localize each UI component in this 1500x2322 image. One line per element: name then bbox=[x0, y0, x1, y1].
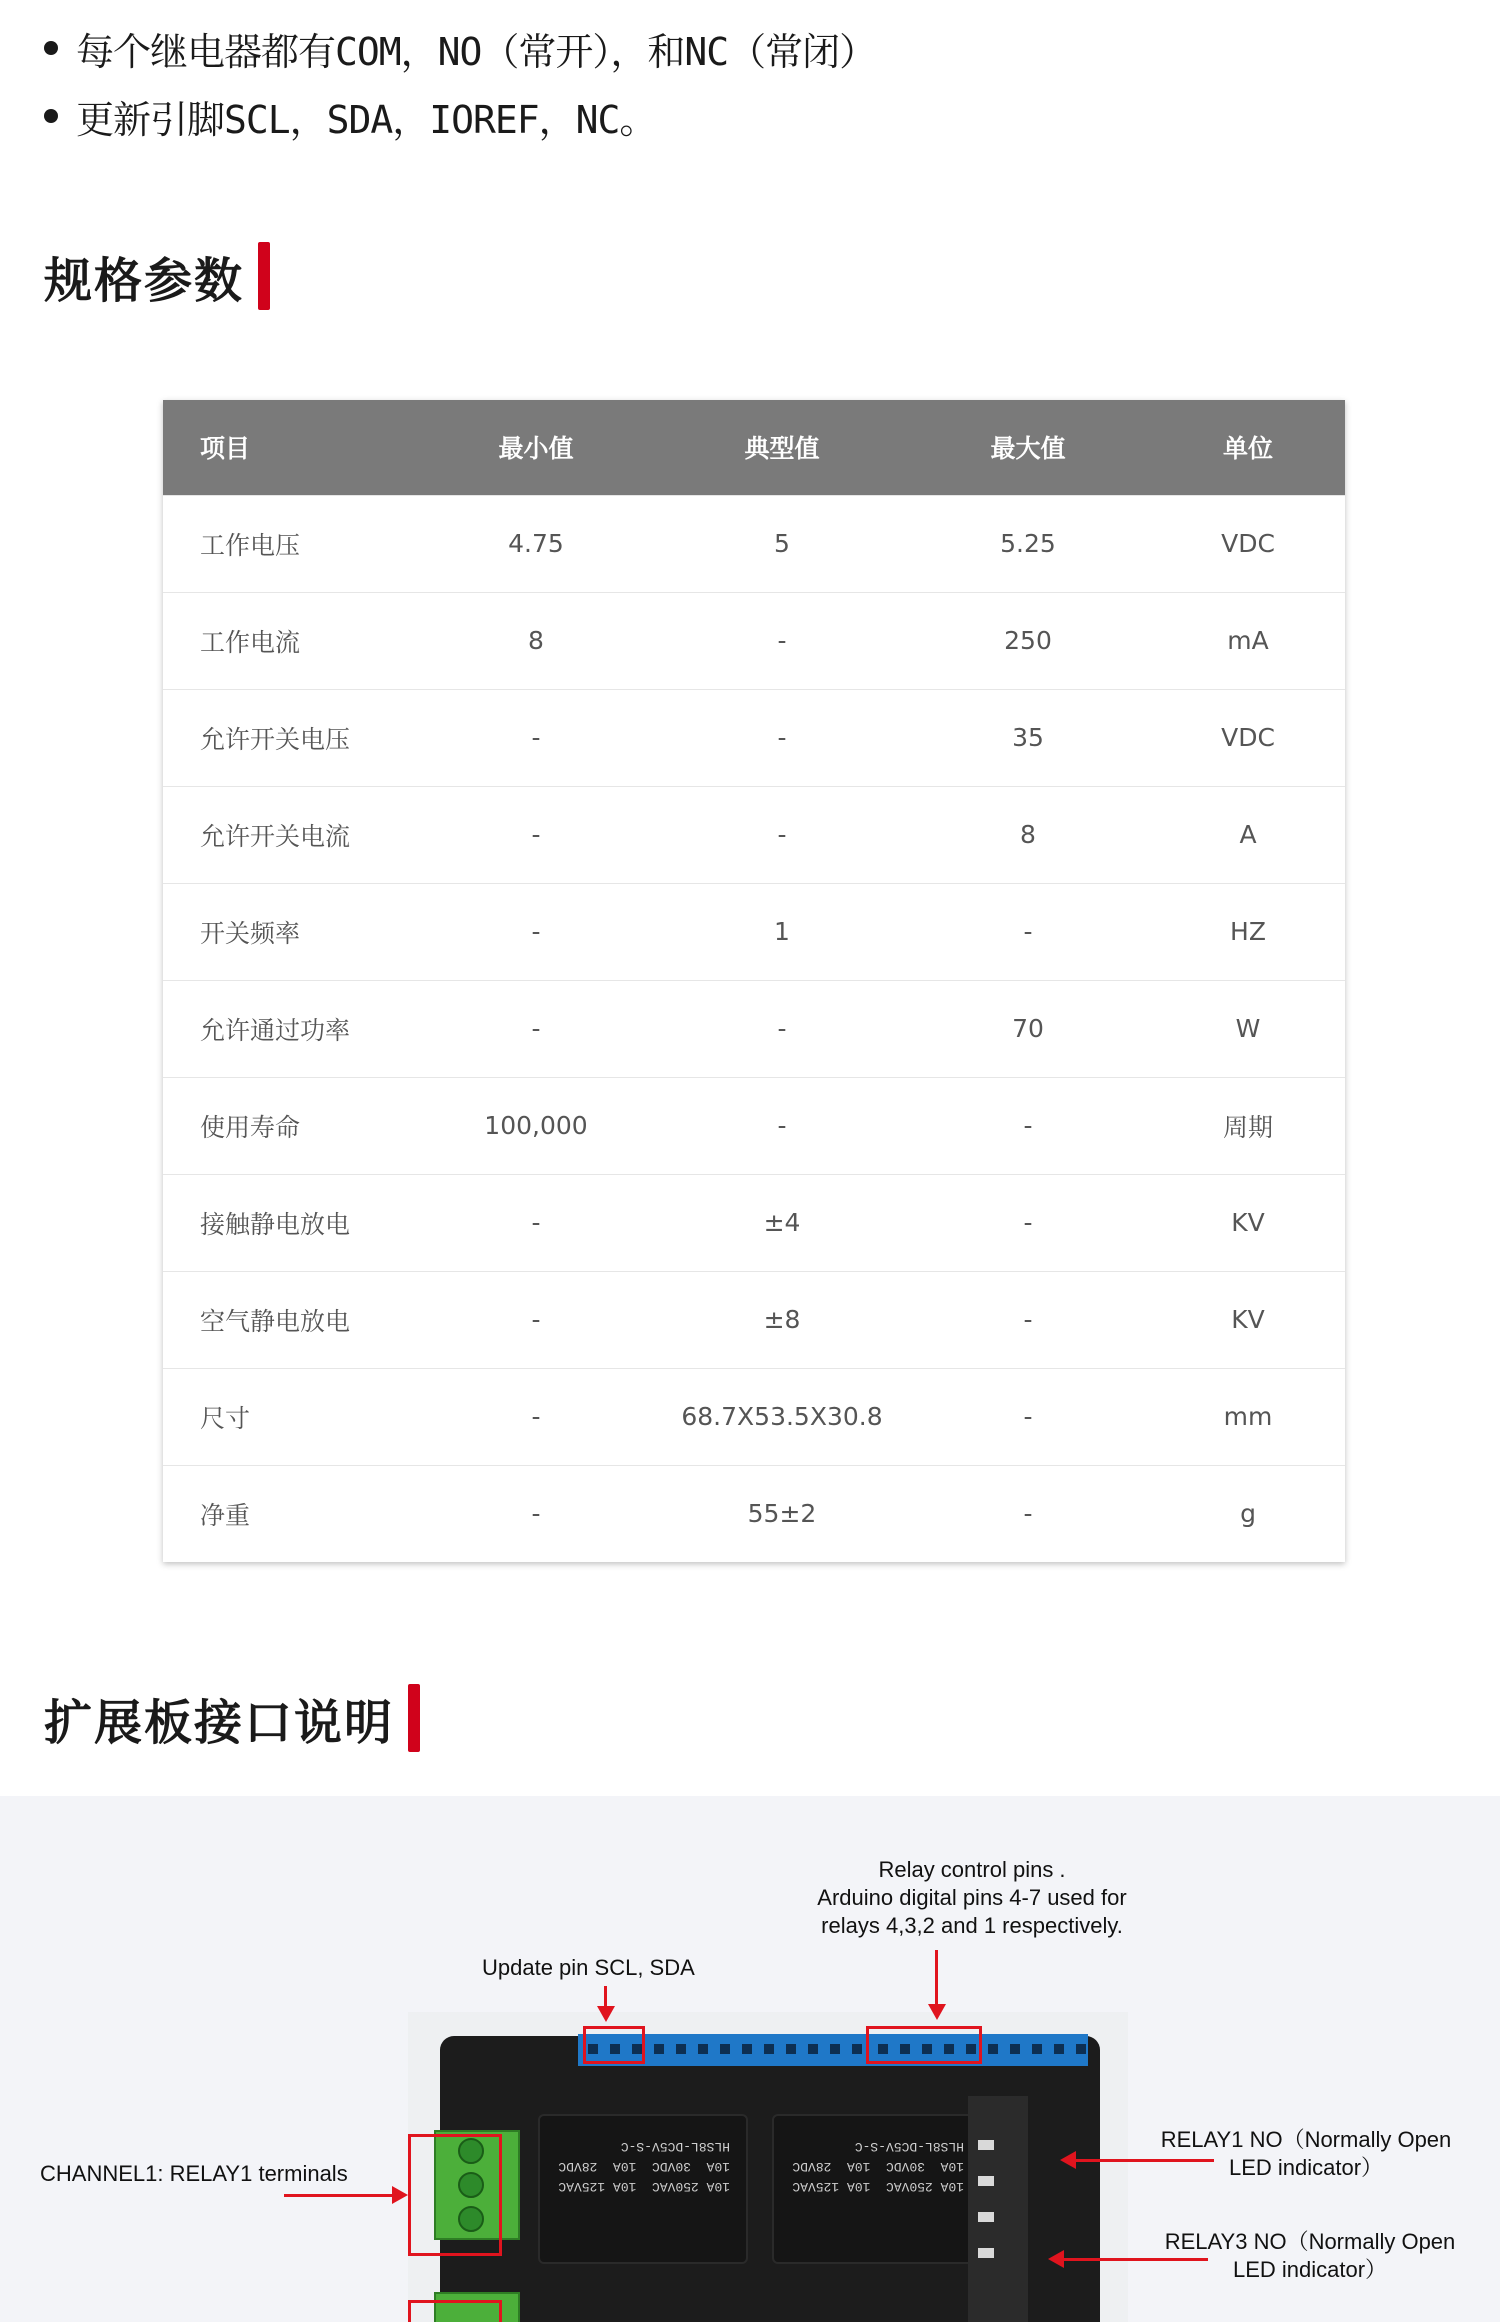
relay4-led-icon bbox=[978, 2248, 994, 2258]
interface-section-title-text: 扩展板接口说明 bbox=[44, 1694, 395, 1751]
cell-unit: VDC bbox=[1151, 495, 1345, 592]
cell-item: 工作电压 bbox=[163, 495, 413, 592]
header-pin-icon bbox=[988, 2044, 998, 2054]
header-min: 最小值 bbox=[413, 400, 659, 495]
cell-min: - bbox=[413, 786, 659, 883]
cell-unit: KV bbox=[1151, 1174, 1345, 1271]
table-row bbox=[163, 689, 1345, 786]
update-pin-callout: Update pin SCL, SDA bbox=[482, 1955, 695, 1980]
channel1-arrow bbox=[284, 2194, 394, 2197]
table-row bbox=[163, 495, 1345, 592]
relay-control-callout: Relay control pins . Arduino digital pins 4-7 used for relays 4,3,2 and 1 respectively. bbox=[817, 1857, 1127, 1938]
cell-typical: 5 bbox=[659, 495, 905, 592]
header-typical: 典型值 bbox=[659, 400, 905, 495]
table-row bbox=[163, 980, 1345, 1077]
channel1-callout: CHANNEL1: RELAY1 terminals bbox=[40, 2161, 348, 2186]
arrow-head-icon bbox=[928, 2004, 946, 2020]
cell-item: 空气静电放电 bbox=[163, 1271, 413, 1368]
header-pin-icon bbox=[654, 2044, 664, 2054]
cell-max: 250 bbox=[905, 592, 1151, 689]
arrow-head-icon bbox=[1060, 2151, 1076, 2169]
cell-typical: - bbox=[659, 980, 905, 1077]
cell-min: - bbox=[413, 1271, 659, 1368]
header-pin-icon bbox=[720, 2044, 730, 2054]
cell-unit: mm bbox=[1151, 1368, 1345, 1465]
feature-text: 更新引脚SCL，SDA，IOREF，NC。 bbox=[76, 97, 657, 142]
spec-section-title bbox=[44, 238, 270, 314]
cell-item: 开关频率 bbox=[163, 883, 413, 980]
cell-typical: 1 bbox=[659, 883, 905, 980]
cell-unit: W bbox=[1151, 980, 1345, 1077]
arrow-head-icon bbox=[392, 2186, 408, 2204]
cell-max: 5.25 bbox=[905, 495, 1151, 592]
cell-item: 使用寿命 bbox=[163, 1077, 413, 1174]
relay3-led-icon bbox=[978, 2212, 994, 2222]
header-item: 项目 bbox=[163, 400, 413, 495]
relay-3 bbox=[772, 2114, 982, 2264]
relay1-led-arrow bbox=[1076, 2159, 1214, 2162]
cell-max: 8 bbox=[905, 786, 1151, 883]
cell-max: - bbox=[905, 1465, 1151, 1562]
header-pin-icon bbox=[742, 2044, 752, 2054]
relay-control-arrow bbox=[935, 1950, 938, 2006]
cell-min: - bbox=[413, 1174, 659, 1271]
header-pin-icon bbox=[764, 2044, 774, 2054]
cell-typical: - bbox=[659, 786, 905, 883]
header-pin-icon bbox=[830, 2044, 840, 2054]
relay-1 bbox=[538, 2114, 748, 2264]
header-max: 最大值 bbox=[905, 400, 1151, 495]
table-row bbox=[163, 1465, 1345, 1562]
cell-typical: ±4 bbox=[659, 1174, 905, 1271]
table-row bbox=[163, 1271, 1345, 1368]
table-row bbox=[163, 883, 1345, 980]
interface-diagram bbox=[0, 1796, 1500, 2322]
title-accent-bar bbox=[408, 1684, 420, 1752]
scl-sda-highlight bbox=[583, 2026, 645, 2064]
cell-unit: A bbox=[1151, 786, 1345, 883]
cell-typical: 68.7X53.5X30.8 bbox=[659, 1368, 905, 1465]
interface-section-title bbox=[44, 1680, 420, 1756]
header-pin-icon bbox=[698, 2044, 708, 2054]
spec-section-title-text: 规格参数 bbox=[44, 252, 245, 309]
header-pin-icon bbox=[852, 2044, 862, 2054]
header-pin-icon bbox=[1076, 2044, 1086, 2054]
header-pin-icon bbox=[676, 2044, 686, 2054]
arrow-head-icon bbox=[597, 2006, 615, 2022]
cell-min: - bbox=[413, 883, 659, 980]
relay-label: 10A 250VAC 10A 125VAC 10A 30VDC 10A 28VDC HLS8L-DC5V-S-C bbox=[792, 2139, 964, 2194]
header-pin-icon bbox=[1032, 2044, 1042, 2054]
spec-table-header-row bbox=[163, 400, 1345, 495]
title-accent-bar bbox=[258, 242, 270, 310]
cell-min: - bbox=[413, 689, 659, 786]
cell-min: - bbox=[413, 980, 659, 1077]
cell-unit: HZ bbox=[1151, 883, 1345, 980]
cell-unit: KV bbox=[1151, 1271, 1345, 1368]
cell-item: 工作电流 bbox=[163, 592, 413, 689]
cell-max: 70 bbox=[905, 980, 1151, 1077]
table-row bbox=[163, 1077, 1345, 1174]
cell-typical: - bbox=[659, 689, 905, 786]
cell-typical: - bbox=[659, 592, 905, 689]
channel1-terminal-highlight bbox=[408, 2134, 502, 2256]
cell-max: 35 bbox=[905, 689, 1151, 786]
header-pin-icon bbox=[808, 2044, 818, 2054]
update-pin-arrow bbox=[604, 1986, 607, 2008]
cell-item: 允许通过功率 bbox=[163, 980, 413, 1077]
cell-max: - bbox=[905, 1077, 1151, 1174]
cell-typical: ±8 bbox=[659, 1271, 905, 1368]
led-indicator-strip bbox=[968, 2096, 1028, 2322]
cell-min: 100,000 bbox=[413, 1077, 659, 1174]
table-row bbox=[163, 786, 1345, 883]
cell-max: - bbox=[905, 1368, 1151, 1465]
relay-label: 10A 250VAC 10A 125VAC 10A 30VDC 10A 28VDC HLS8L-DC5V-S-C bbox=[558, 2139, 730, 2194]
table-row bbox=[163, 1174, 1345, 1271]
feature-text: 每个继电器都有COM，NO（常开），和NC（常闭） bbox=[76, 29, 877, 74]
relay1-led-callout: RELAY1 NO（Normally Open LED indicator） bbox=[1160, 2127, 1452, 2180]
relay3-led-arrow bbox=[1064, 2258, 1208, 2261]
relay-pins-highlight bbox=[866, 2026, 982, 2064]
header-pin-icon bbox=[1054, 2044, 1064, 2054]
cell-item: 净重 bbox=[163, 1465, 413, 1562]
cell-max: - bbox=[905, 883, 1151, 980]
cell-typical: 55±2 bbox=[659, 1465, 905, 1562]
cell-unit: 周期 bbox=[1151, 1077, 1345, 1174]
table-row bbox=[163, 592, 1345, 689]
cell-item: 允许开关电压 bbox=[163, 689, 413, 786]
cell-item: 接触静电放电 bbox=[163, 1174, 413, 1271]
channel2-terminal-highlight bbox=[408, 2300, 502, 2322]
feature-item bbox=[44, 82, 1444, 150]
cell-typical: - bbox=[659, 1077, 905, 1174]
cell-item: 允许开关电流 bbox=[163, 786, 413, 883]
cell-max: - bbox=[905, 1271, 1151, 1368]
cell-unit: g bbox=[1151, 1465, 1345, 1562]
table-row bbox=[163, 1368, 1345, 1465]
cell-min: 8 bbox=[413, 592, 659, 689]
cell-item: 尺寸 bbox=[163, 1368, 413, 1465]
feature-list bbox=[44, 14, 1444, 150]
relay1-led-icon bbox=[978, 2140, 994, 2150]
cell-unit: VDC bbox=[1151, 689, 1345, 786]
spec-table bbox=[163, 400, 1345, 1562]
relay3-led-callout: RELAY3 NO（Normally Open LED indicator） bbox=[1164, 2229, 1456, 2282]
header-pin-icon bbox=[786, 2044, 796, 2054]
cell-unit: mA bbox=[1151, 592, 1345, 689]
cell-min: - bbox=[413, 1465, 659, 1562]
cell-max: - bbox=[905, 1174, 1151, 1271]
header-unit: 单位 bbox=[1151, 400, 1345, 495]
header-pin-icon bbox=[1010, 2044, 1020, 2054]
bullet-dot-icon bbox=[44, 41, 58, 55]
relay2-led-icon bbox=[978, 2176, 994, 2186]
feature-item bbox=[44, 14, 1444, 82]
cell-min: 4.75 bbox=[413, 495, 659, 592]
arrow-head-icon bbox=[1048, 2250, 1064, 2268]
bullet-dot-icon bbox=[44, 109, 58, 123]
cell-min: - bbox=[413, 1368, 659, 1465]
